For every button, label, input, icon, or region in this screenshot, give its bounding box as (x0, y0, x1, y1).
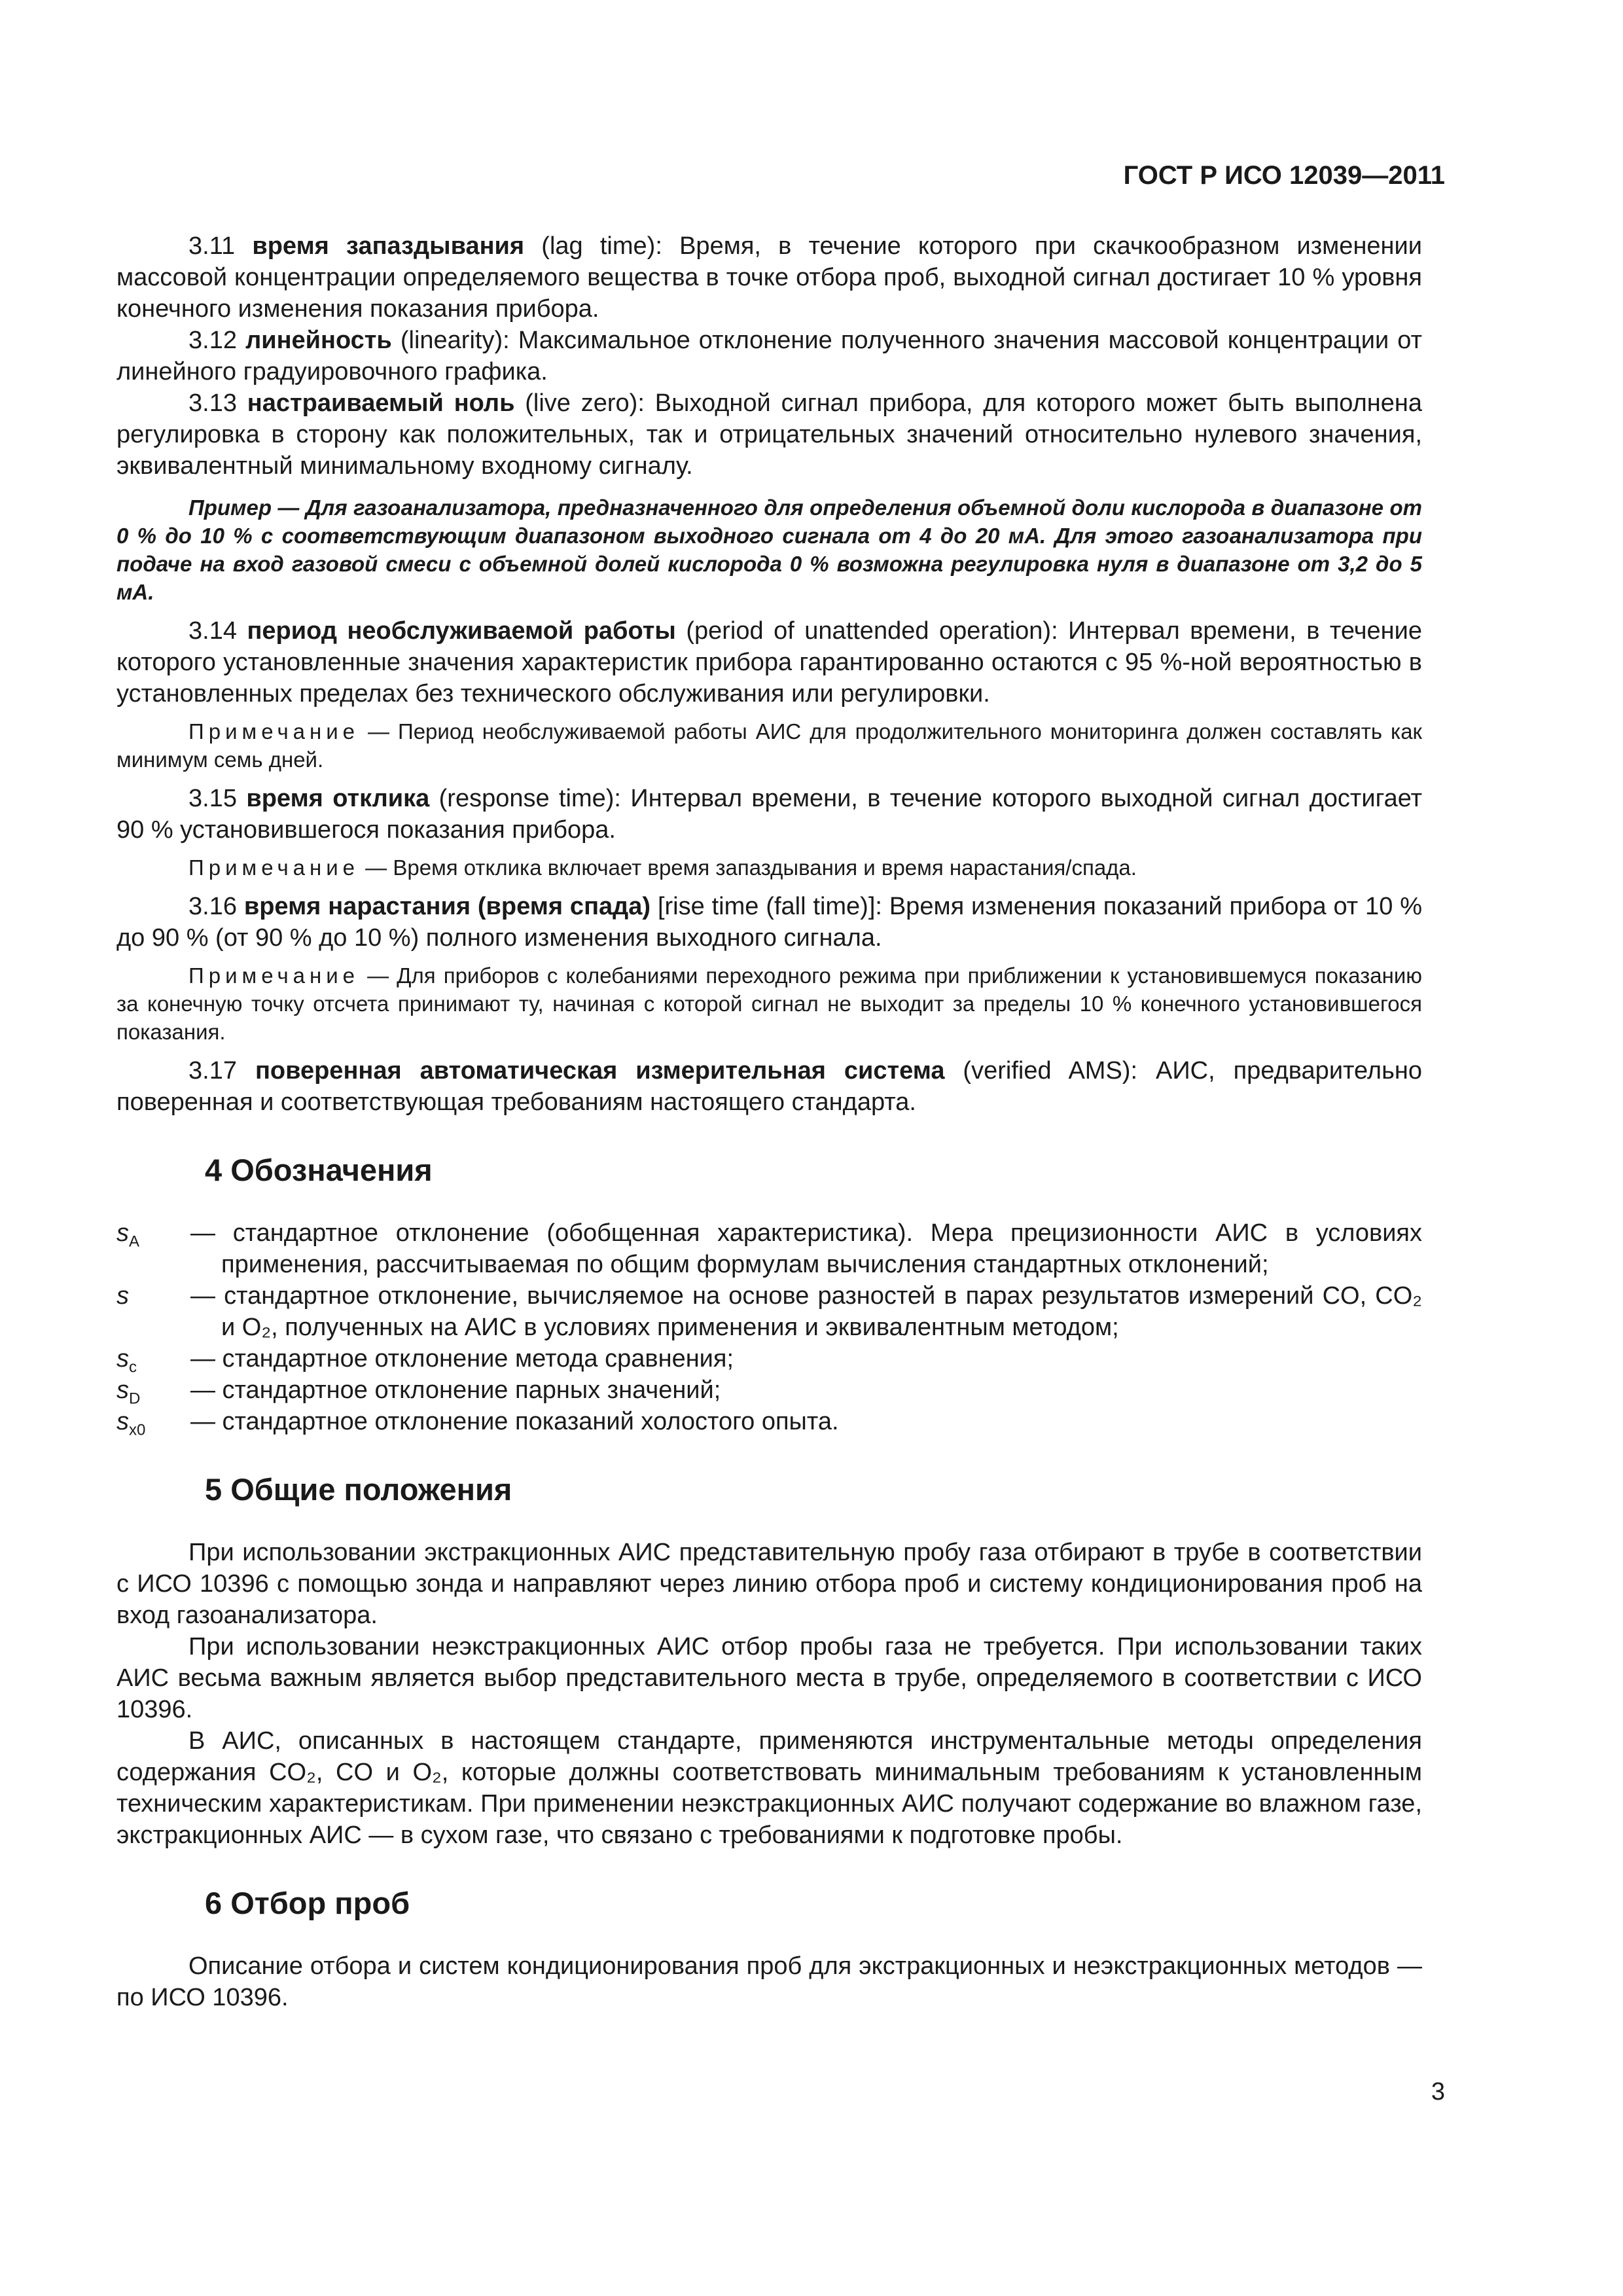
term-3-13: 3.13 настраиваемый ноль (live zero): Выходной сигнал прибора, для которого может быть выполнена регулировка в сторону как положительных, так и отрицательных значений относительно нулевого значения, эквивалентный минимальному входному сигналу. (116, 389, 1422, 480)
term-3-16: 3.16 время нарастания (время спада) [rise time (fall time)]: Время изменения показаний прибора от 10 % до 90 % (от 90 % до 10 %) полного изменения выходного сигнала. (116, 893, 1422, 952)
section-title-5: 5 Общие положения (205, 1472, 512, 1507)
symbol: $s_{x0}$ (116, 1408, 146, 1439)
term-3-11: 3.11 время запаздывания (lag time): Время, в течение которого при скачкообразном изменении массовой концентрации определяемого вещества в точке отбора проб, выходной сигнал достигает 10 % уровня конечного изменения показания прибора. (116, 232, 1422, 323)
term-3-14: 3.14 период необслуживаемой работы (period of unattended operation): Интервал времени, в течение которого установленные значения характеристик прибора гарантированно остаются с 95 %-ной вероятностью в установленных пределах без технического обслуживания или регулировки. (116, 617, 1423, 708)
section5-paragraph: В АИС, описанных в настоящем стандарте, применяются инструментальные методы определения содержания CO₂, CO и O₂, которые должны соответствовать минимальным требованиям к установленным техническим характеристикам. При применении неэкстракционных АИС получают содержание во влажном газе, экстракционных АИС — в сухом газе, что связано с требованиями к подготовке пробы. (116, 1727, 1422, 1849)
term-name: время отклика (246, 785, 430, 812)
term-name: время нарастания (время спада) (243, 893, 651, 920)
symbol-description: — стандартное отклонение метода сравнения; (190, 1345, 734, 1372)
page-number: 3 (1431, 2078, 1445, 2106)
note-3-16: Примечание — Для приборов с колебаниями переходного режима при приближении к установившемуся показанию за конечную точку отсчета принимают ту, начиная с которой сигнал не выходит за пределы 10 % конечного установившегося показания. (116, 963, 1422, 1044)
symbol-row (116, 1217, 1422, 1280)
note-label: Примечание (188, 719, 360, 744)
symbol-description: — стандартное отклонение, вычисляемое на основе разностей в парах результатов измерений CO, CO₂ и O₂, полученных на АИС в условиях применения и эквивалентным методом; (190, 1282, 1422, 1341)
section-title-4: 4 Обозначения (205, 1153, 433, 1187)
symbol-description: — стандартное отклонение (обобщенная характеристика). Мера прецизионности АИС в условиях применения, рассчитываемая по общим формулам вычисления стандартных отклонений; (190, 1219, 1422, 1278)
symbol: $s_c$ (116, 1345, 137, 1376)
symbol: $s_D$ (116, 1376, 141, 1408)
symbol: s (116, 1282, 129, 1310)
term-3-12: 3.12 линейность (linearity): Максимальное отклонение полученного значения массовой концентрации от линейного градуировочного графика. (116, 327, 1423, 386)
note-3-14: Примечание — Период необслуживаемой работы АИС для продолжительного мониторинга должен составлять как минимум семь дней. (116, 719, 1422, 772)
section5-paragraph: При использовании экстракционных АИС представительную пробу газа отбирают в трубе в соответствии с ИСО 10396 с помощью зонда и направляют через линию отбора проб и систему кондиционирования проб на вход газоанализатора. (116, 1539, 1422, 1629)
section5-paragraph: При использовании неэкстракционных АИС отбор пробы газа не требуется. При использовании таких АИС весьма важным является выбор представительного места в трубе, определяемого в соответствии с ИСО 10396. (116, 1633, 1422, 1723)
term-name: линейность (245, 327, 392, 354)
section6-paragraph: Описание отбора и систем кондиционирования проб для экстракционных и неэкстракционных методов — по ИСО 10396. (116, 1952, 1422, 2011)
note-label: Примечание (188, 963, 360, 988)
note-3-15: Примечание — Время отклика включает время запаздывания и время нарастания/спада. (188, 855, 1137, 880)
symbol-row (116, 1374, 1422, 1406)
example-3-13: Пример — Для газоанализатора, предназначенного для определения объемной доли кислорода в диапазоне от 0 % до 10 % с соответствующим диапазоном выходного сигнала от 4 до 20 мА. Для этого газоанализатора при подаче на вход газовой смеси с объемной долей кислорода 0 % возможна регулировка нуля в диапазоне от 3,2 до 5 мА. (116, 495, 1422, 604)
symbol-row (116, 1343, 1422, 1374)
symbol: $s_A$ (116, 1219, 140, 1251)
symbol-row (116, 1406, 1422, 1437)
symbol-description: — стандартное отклонение показаний холостого опыта. (190, 1408, 839, 1435)
section-title-6: 6 Отбор проб (205, 1886, 410, 1920)
term-3-15: 3.15 время отклика (response time): Интервал времени, в течение которого выходной сигнал достигает 90 % установившегося показания прибора. (116, 785, 1422, 844)
page-content (116, 230, 1422, 2013)
term-name: период необслуживаемой работы (247, 617, 676, 645)
symbol-row (116, 1280, 1422, 1343)
term-3-17: 3.17 поверенная автоматическая измерительная система (verified AMS): АИС, предварительно поверенная и соответствующая требованиям настоящего стандарта. (116, 1057, 1422, 1116)
note-label: Примечание (188, 855, 360, 880)
term-name: настраиваемый ноль (247, 389, 515, 417)
document-header: ГОСТ Р ИСО 12039—2011 (1123, 161, 1445, 190)
term-name: поверенная автоматическая измерительная система (255, 1057, 945, 1085)
symbol-description: — стандартное отклонение парных значений; (190, 1376, 721, 1404)
term-name: время запаздывания (252, 232, 525, 260)
